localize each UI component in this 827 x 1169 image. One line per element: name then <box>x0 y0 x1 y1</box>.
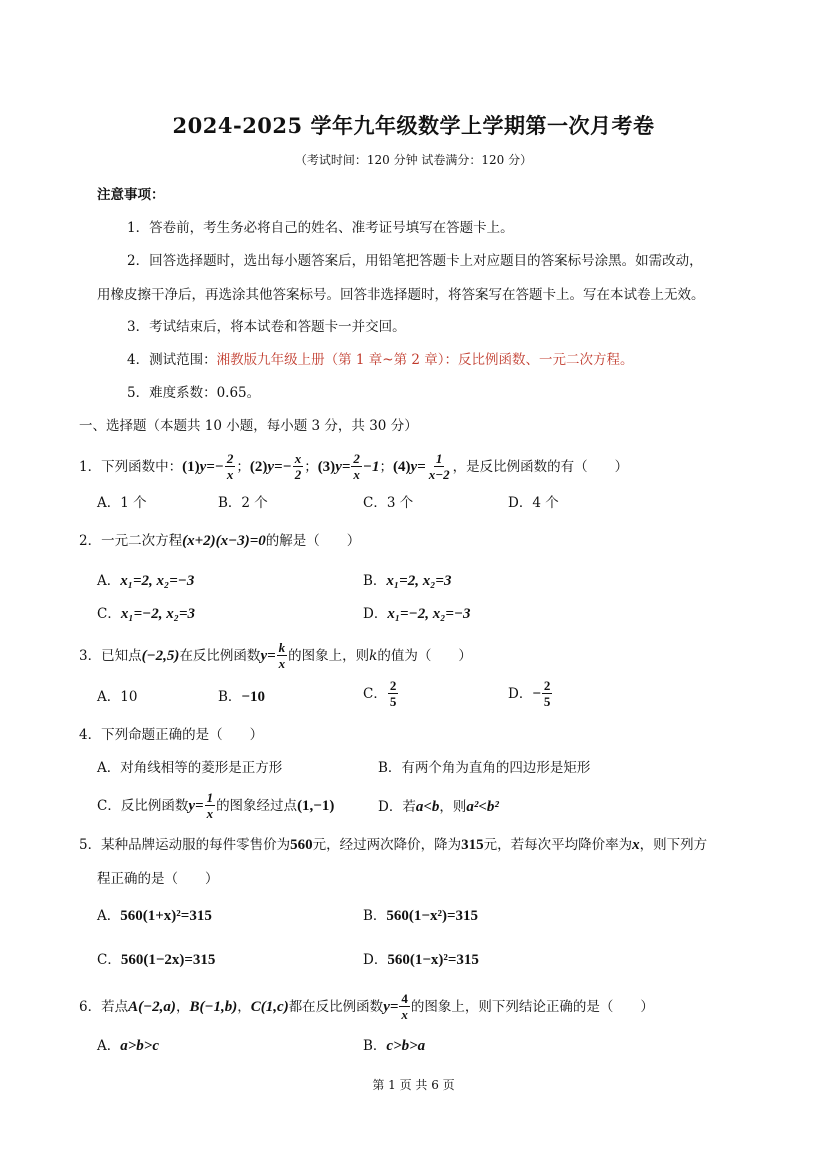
q6-comma-1: ， <box>175 998 190 1015</box>
q1-f1-fraction <box>225 452 236 481</box>
q3-tail-b: 的值为（ ） <box>377 647 472 664</box>
q1-f1-num: 2 <box>226 451 234 466</box>
q6-fn-fraction <box>399 992 410 1021</box>
q3-d-label: D． <box>508 685 533 702</box>
q2-a-math: x₁=2, x₂=−3 <box>120 573 195 589</box>
q2-option-c <box>97 605 195 623</box>
q2-c-label: C． <box>97 606 121 622</box>
q1-f2-label: (2) <box>249 458 268 475</box>
q2-equation: (x+2)(x−3)=0 <box>182 533 266 549</box>
q4-d-cond: a<b <box>415 799 440 815</box>
q6-point-a: A(−2,a) <box>128 998 176 1015</box>
q1-option-b: B．2 个 <box>218 495 268 511</box>
q5-option-d <box>363 951 479 969</box>
q5-price: 560 <box>290 837 313 853</box>
question-5-line-1 <box>79 836 707 854</box>
q5-d-math: 560(1−x)²=315 <box>387 952 479 968</box>
q2-d-math: x₁=−2, x₂=−3 <box>387 606 471 622</box>
q4-option-a: A．对角线相等的菱形是正方形 <box>97 760 283 776</box>
q1-sep-2: ； <box>304 458 318 475</box>
notice-item-2-line-2: 用橡皮擦干净后，再选涂其他答案标号。回答非选择题时，将答案写在答题卡上。写在本试卷上无效。 <box>97 287 705 303</box>
q5-option-c <box>97 951 215 969</box>
q3-c-fraction <box>388 679 399 708</box>
q1-f3-den: x <box>353 467 360 482</box>
q3-d-sign: − <box>532 685 541 702</box>
page-number: 第 1 页 共 6 页 <box>372 1078 455 1092</box>
q6-fn-den: x <box>401 1007 408 1022</box>
q3-d-den: 5 <box>543 694 551 709</box>
question-2 <box>79 532 360 550</box>
q5-a-label: A． <box>97 908 121 924</box>
q3-k: k <box>369 647 378 664</box>
notice-item-4 <box>127 351 634 369</box>
q3-fn-den: x <box>278 656 286 671</box>
q4-option-c <box>97 791 334 820</box>
q5-text-c: 元，若每次平均降价率为 <box>483 837 633 853</box>
question-3 <box>79 641 472 670</box>
q5-text-d: ，则下列方 <box>639 837 708 853</box>
page-subtitle: （考试时间：120 分钟 试卷满分：120 分） <box>294 153 533 167</box>
q1-f4-fraction <box>427 452 452 481</box>
q4-d-mid: ，则 <box>439 799 467 815</box>
q6-tail: 的图象上，则下列结论正确的是（ ） <box>410 998 654 1015</box>
q3-lead: 3．已知点 <box>79 647 142 664</box>
q6-b-label: B． <box>363 1038 387 1054</box>
q2-b-math: x₁=2, x₂=3 <box>386 573 452 589</box>
question-4: 4．下列命题正确的是（ ） <box>79 727 264 743</box>
q6-option-b <box>363 1037 425 1055</box>
notice-heading: 注意事项： <box>97 187 165 203</box>
section-heading: 一、选择题（本题共 10 小题，每小题 3 分，共 30 分） <box>79 418 418 434</box>
q3-d-num: 2 <box>543 678 551 693</box>
q2-option-b <box>363 572 451 590</box>
q1-f4-label: (4) <box>393 458 411 475</box>
q1-option-d: D．4 个 <box>508 495 559 511</box>
q6-a-math: a>b>c <box>120 1038 160 1054</box>
q1-f3-tail: −1 <box>362 458 380 475</box>
question-6 <box>79 992 654 1021</box>
q2-d-label: D． <box>363 606 388 622</box>
q3-c-den: 5 <box>389 694 397 709</box>
q6-comma-2: ， <box>237 998 251 1015</box>
q1-f4-num: 1 <box>435 451 443 466</box>
q3-fn-lhs: y= <box>260 647 276 664</box>
q5-var: x <box>632 837 640 853</box>
q4-c-lhs: y= <box>188 797 204 814</box>
q3-point: (−2,5) <box>141 647 180 664</box>
q1-f4-den: x−2 <box>428 467 450 482</box>
q5-a-math: 560(1+x)²=315 <box>120 908 212 924</box>
q2-option-d <box>363 605 471 623</box>
q1-f4-lhs: y= <box>410 458 426 475</box>
q1-option-c: C．3 个 <box>363 495 414 511</box>
q5-d-label: D． <box>363 952 388 968</box>
q3-b-math: −10 <box>241 689 265 705</box>
q4-c-fraction <box>205 791 216 820</box>
q2-lead: 2．一元二次方程 <box>79 533 183 549</box>
q1-tail: ，是反比例函数的有（ ） <box>452 458 629 475</box>
q4-option-d <box>378 798 499 816</box>
q3-option-a: A．10 <box>97 689 138 705</box>
page-title: 2024-2025 学年九年级数学上学期第一次月考卷 <box>172 113 655 138</box>
q5-option-b <box>363 907 478 925</box>
q1-f3-fraction <box>351 452 362 481</box>
q1-f1-label: (1) <box>182 458 200 475</box>
q3-option-c <box>363 679 399 708</box>
q1-f3-label: (3) <box>317 458 336 475</box>
q4-option-b: B．有两个角为直角的四边形是矩形 <box>378 760 591 776</box>
q3-fn-fraction <box>277 641 288 670</box>
notice-item-5: 5．难度系数：0.65。 <box>127 385 261 401</box>
q3-c-num: 2 <box>389 678 397 693</box>
notice-item-4-prefix: 4．测试范围： <box>127 352 217 368</box>
question-1 <box>79 452 628 481</box>
q3-c-label: C． <box>363 685 387 702</box>
q2-c-math: x₁=−2, x₂=3 <box>120 606 195 622</box>
q5-text-b: 元，经过两次降价，降为 <box>312 837 462 853</box>
q6-fn-num: 4 <box>401 991 408 1006</box>
q5-b-math: 560(1−x²)=315 <box>386 908 479 924</box>
q1-f1-lhs: y=− <box>199 458 224 475</box>
q4-d-prefix: D．若 <box>378 799 416 815</box>
q1-sep-3: ； <box>379 458 393 475</box>
q1-f2-num: x <box>294 451 302 466</box>
q2-a-label: A． <box>97 573 121 589</box>
q1-f3-num: 2 <box>353 451 360 466</box>
q4-c-point: (1,−1) <box>297 797 335 814</box>
q1-f2-fraction <box>293 452 304 481</box>
q2-option-a <box>97 572 194 590</box>
q5-b-label: B． <box>363 908 387 924</box>
notice-item-3: 3．考试结束后，将本试卷和答题卡一并交回。 <box>127 319 406 335</box>
q6-fn-lhs: y= <box>383 998 399 1015</box>
q1-option-a: A．1 个 <box>97 495 147 511</box>
q6-b-math: c>b>a <box>386 1038 426 1054</box>
q1-sep-1: ； <box>236 458 250 475</box>
q3-b-label: B． <box>218 689 242 705</box>
q6-mid: 都在反比例函数 <box>288 998 384 1015</box>
q1-f1-den: x <box>226 467 234 482</box>
q1-f2-lhs: y=− <box>267 458 292 475</box>
q6-point-c: C(1,c) <box>250 998 289 1015</box>
q3-fn-num: k <box>278 640 286 655</box>
q3-option-b <box>218 688 265 706</box>
q6-option-a <box>97 1037 159 1055</box>
q3-option-d <box>508 679 553 708</box>
q4-c-mid: 的图象经过点 <box>216 797 298 814</box>
q1-f2-den: 2 <box>294 467 302 482</box>
q6-point-b: B(−1,b) <box>189 998 238 1015</box>
q5-option-a <box>97 907 212 925</box>
q3-d-fraction <box>542 679 553 708</box>
q5-c-math: 560(1−2x)=315 <box>120 952 216 968</box>
q6-a-label: A． <box>97 1038 121 1054</box>
q3-tail-a: 的图象上，则 <box>288 647 370 664</box>
notice-item-2-line-1: 2．回答选择题时，选出每小题答案后，用铅笔把答题卡上对应题目的答案标号涂黑。如需改动， <box>127 253 703 269</box>
q4-c-prefix: C．反比例函数 <box>97 797 189 814</box>
q2-tail: 的解是（ ） <box>265 533 361 549</box>
q5-c-label: C． <box>97 952 121 968</box>
q1-f3-lhs: y= <box>335 458 351 475</box>
q5-text-a: 5．某种品牌运动服的每件零售价为 <box>79 837 291 853</box>
q5-price-2: 315 <box>461 837 484 853</box>
notice-item-1: 1．答卷前，考生务必将自己的姓名、准考证号填写在答题卡上。 <box>127 220 514 236</box>
question-5-line-2: 程正确的是（ ） <box>97 871 219 887</box>
q1-lead: 1．下列函数中： <box>79 458 183 475</box>
test-scope: 湘教版九年级上册（第 1 章~第 2 章）：反比例函数、一元二次方程。 <box>216 352 634 368</box>
q4-c-den: x <box>206 806 214 821</box>
q6-lead: 6．若点 <box>79 998 129 1015</box>
q4-c-num: 1 <box>206 790 214 805</box>
q2-b-label: B． <box>363 573 387 589</box>
q4-d-result: a²<b² <box>466 799 499 815</box>
q3-mid: 在反比例函数 <box>179 647 261 664</box>
